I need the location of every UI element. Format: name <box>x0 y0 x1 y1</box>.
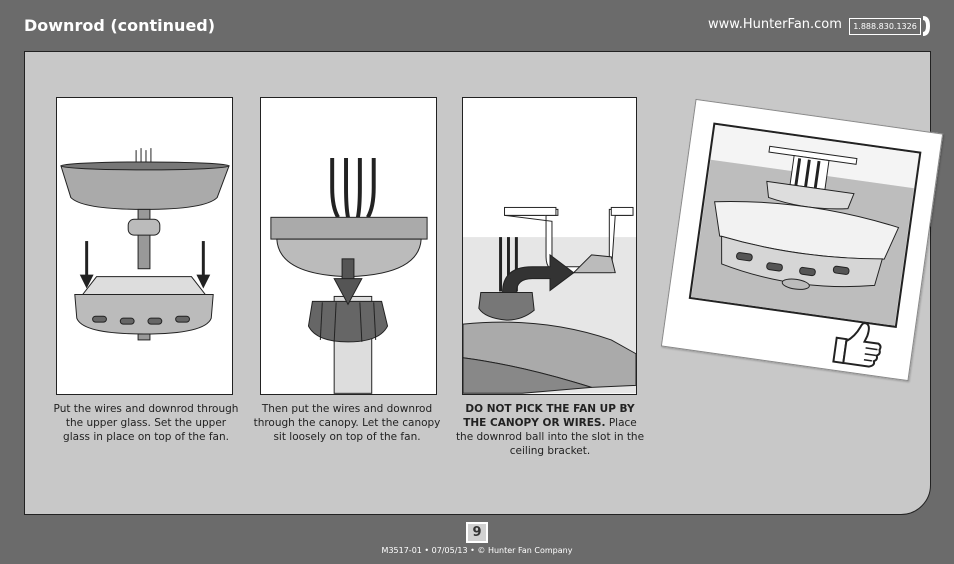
phone-icon <box>921 15 931 37</box>
step-1-illustration <box>56 97 233 395</box>
step-3-caption <box>455 402 645 458</box>
step-2-illustration <box>260 97 437 395</box>
website-url[interactable]: www.HunterFan.com <box>708 17 842 32</box>
footer-text: M3517-01 • 07/05/13 • © Hunter Fan Company <box>381 546 573 555</box>
step-3-warning: DO NOT PICK THE FAN UP BY THE CANOPY OR WIRES. <box>463 403 635 429</box>
page-title: Downrod (continued) <box>24 16 216 35</box>
installed-fan-photo <box>661 99 943 381</box>
thumbs-up-icon <box>829 317 887 370</box>
step-3-illustration <box>462 97 637 395</box>
photo-image <box>689 123 922 328</box>
step-2-caption: Then put the wires and downrod through the canopy. Let the canopy sit loosely on top of the fan. <box>253 403 441 443</box>
step-1-caption: Put the wires and downrod through the upper glass. Set the upper glass in place on top of the fan. <box>53 403 239 443</box>
phone-number: 1.888.830.1326 <box>849 18 921 35</box>
arrow-down-icon <box>80 241 94 288</box>
step-3-instruction: Place the downrod ball into the slot in the ceiling bracket. <box>455 417 645 457</box>
page-number: 9 <box>466 522 488 543</box>
